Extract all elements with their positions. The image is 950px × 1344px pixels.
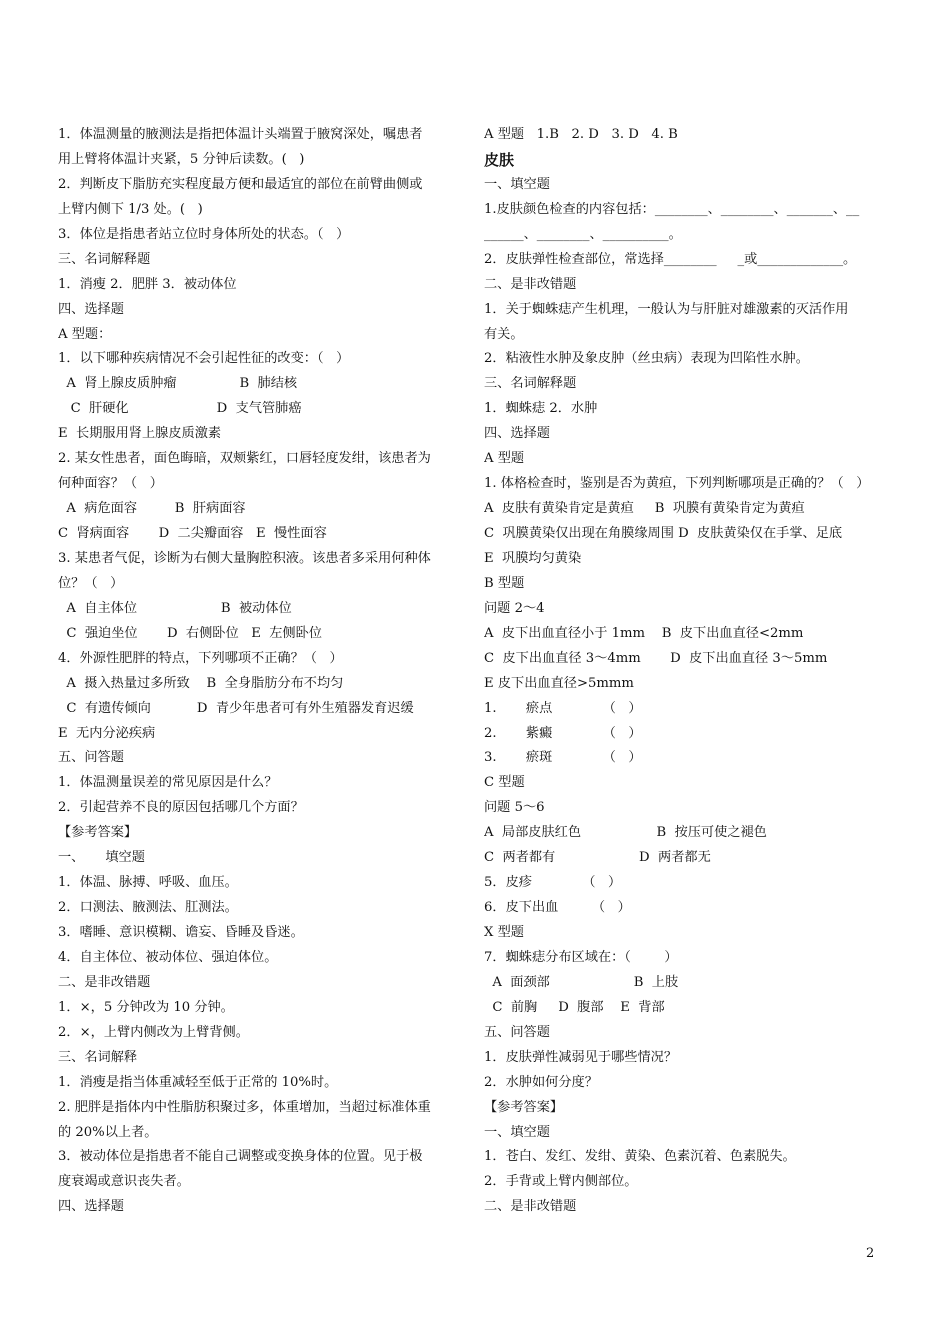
text-line: 一、填空题	[484, 176, 550, 192]
text-line: A 型题	[484, 451, 525, 467]
text-line: 3. 瘀斑 （ ）	[484, 750, 642, 766]
text-line: A 病危面容 B 肝病面容	[58, 501, 246, 517]
text-line: 1．苍白、发红、发绀、黄染、色素沉着、色素脱失。	[484, 1149, 796, 1165]
text-line: 用上臂将体温计夹紧，5 分钟后读数。( )	[58, 151, 305, 167]
text-line: 问题 2～4	[484, 600, 545, 616]
text-line: 3. 某患者气促，诊断为右侧大量胸腔积液。该患者多采用何种体	[58, 550, 431, 566]
text-line: 的 20%以上者。	[58, 1124, 158, 1140]
text-line: 一、填空题	[484, 1124, 550, 1140]
text-line: C 两者都有 D 两者都无	[484, 850, 711, 866]
text-line: 4．外源性肥胖的特点，下列哪项不正确？（ ）	[58, 650, 343, 666]
text-line: 2．×，上臂内侧改为上臂背侧。	[58, 1024, 249, 1040]
text-line: 7．蜘蛛痣分布区域在：（ ）	[484, 949, 678, 965]
text-line: C 皮下出血直径 3～4mm D 皮下出血直径 3～5mm	[484, 650, 828, 666]
text-line: ______、________、__________。	[484, 226, 682, 242]
right-column	[484, 123, 884, 1220]
text-line: E 巩膜均匀黄染	[484, 550, 582, 566]
text-line: 二、是非改错题	[58, 974, 151, 990]
text-line: 【参考答案】	[58, 825, 138, 841]
text-line: 1．消瘦是指当体重减轻至低于正常的 10%时。	[58, 1074, 338, 1090]
text-line: A 局部皮肤红色 B 按压可使之褪色	[484, 825, 767, 841]
text-line: A 面颈部 B 上肢	[484, 974, 679, 990]
text-line: 1．皮肤弹性减弱见于哪些情况？	[484, 1049, 678, 1065]
text-line: 5．皮疹 （ ）	[484, 875, 622, 891]
text-line: 2．皮肤弹性检查部位，常选择________ _或_____________。	[484, 251, 857, 267]
left-column	[58, 123, 453, 1220]
text-line: 1.皮肤颜色检查的内容包括：________、________、_______、__	[484, 201, 860, 217]
text-line: 3．体位是指患者站立位时身体所处的状态。（ ）	[58, 226, 350, 242]
text-line: E 无内分泌疾病	[58, 725, 156, 741]
text-line: 何种面容？（ ）	[58, 476, 163, 492]
text-line: X 型题	[484, 925, 524, 940]
page-number: 2	[866, 1246, 875, 1261]
text-line: 2．口测法、腋测法、肛测法。	[58, 900, 238, 916]
text-line: B 型题	[484, 575, 525, 591]
text-line: 五、问答题	[484, 1024, 550, 1040]
text-line: 6．皮下出血 （ ）	[484, 900, 631, 916]
text-line: C 型题	[484, 775, 525, 791]
text-line: A 型题：	[58, 326, 112, 342]
text-line: 一、 填空题	[58, 850, 145, 866]
text-line: 2．水肿如何分度？	[484, 1074, 598, 1090]
text-line: 2．判断皮下脂肪充实程度最方便和最适宜的部位在前臂曲侧或	[58, 176, 423, 192]
text-line: 2．粘液性水肿及象皮肿（丝虫病）表现为凹陷性水肿。	[484, 351, 809, 367]
text-line: A 皮肤有黄染肯定是黄疸 B 巩膜有黄染肯定为黄疸	[484, 501, 805, 517]
text-line: C 有遗传倾向 D 青少年患者可有外生殖器发育迟缓	[58, 700, 414, 716]
text-line: 1．×，5 分钟改为 10 分钟。	[58, 999, 234, 1015]
text-line: E 长期服用肾上腺皮质激素	[58, 426, 222, 442]
text-line: A 肾上腺皮质肿瘤 B 肺结核	[58, 376, 298, 392]
text-line: 1．以下哪种疾病情况不会引起性征的改变：（ ）	[58, 351, 350, 367]
text-line: C 前胸 D 腹部 E 背部	[484, 999, 665, 1015]
text-line: 1．体温、脉搏、呼吸、血压。	[58, 875, 238, 891]
text-line: 三、名词解释题	[58, 251, 151, 267]
text-line: 3．被动体位是指患者不能自己调整或变换身体的位置。见于极	[58, 1149, 423, 1165]
text-line: C 巩膜黄染仅出现在角膜缘周围 D 皮肤黄染仅在手掌、足底	[484, 526, 843, 541]
text-line: 四、选择题	[58, 301, 124, 317]
text-line: 问题 5～6	[484, 800, 545, 816]
text-line: 1．体温测量误差的常见原因是什么？	[58, 775, 278, 791]
text-line: C 肾病面容 D 二尖瓣面容 E 慢性面容	[58, 526, 327, 541]
text-line: A 自主体位 B 被动体位	[58, 600, 292, 616]
text-line: 1. 体格检查时，鉴别是否为黄疸，下列判断哪项是正确的？（ ）	[484, 476, 870, 492]
text-line: 三、名词解释	[58, 1049, 138, 1065]
text-line: 2．手背或上臂内侧部位。	[484, 1174, 638, 1190]
text-line: 四、选择题	[58, 1199, 124, 1215]
text-line: A 型题 1.B 2. D 3. D 4. B	[484, 127, 678, 142]
text-line: C 强迫坐位 D 右侧卧位 E 左侧卧位	[58, 625, 322, 641]
text-line: 五、问答题	[58, 750, 124, 766]
text-line: 度衰竭或意识丧失者。	[58, 1174, 190, 1190]
text-line: E 皮下出血直径>5mmm	[484, 675, 634, 691]
text-line: 2. 肥胖是指体内中性脂肪积聚过多，体重增加，当超过标准体重	[58, 1099, 431, 1115]
text-line: 2．引起营养不良的原因包括哪几个方面？	[58, 800, 304, 816]
text-line: 1. 瘀点 （ ）	[484, 700, 642, 716]
text-line: 四、选择题	[484, 426, 550, 442]
text-line: 2. 某女性患者，面色晦暗，双颊紫红，口唇轻度发绀，该患者为	[58, 451, 431, 467]
text-line: 位？（ ）	[58, 575, 124, 591]
text-line: 上臂内侧下 1/3 处。( )	[58, 201, 203, 217]
text-line: 1．蜘蛛痣 2．水肿	[484, 401, 598, 417]
text-line: 三、名词解释题	[484, 376, 577, 392]
text-line: 二、是非改错题	[484, 1199, 577, 1215]
text-line: A 摄入热量过多所致 B 全身脂肪分布不均匀	[58, 675, 344, 691]
text-line: 【参考答案】	[484, 1099, 564, 1115]
text-line: 有关。	[484, 326, 524, 342]
text-line: 1．消瘦 2．肥胖 3．被动体位	[58, 276, 237, 292]
text-line: 4．自主体位、被动体位、强迫体位。	[58, 949, 278, 965]
text-line: C 肝硬化 D 支气管肺癌	[58, 401, 302, 417]
text-line: 3．嗜睡、意识模糊、谵妄、昏睡及昏迷。	[58, 925, 304, 940]
text-line: 1．关于蜘蛛痣产生机理，一般认为与肝脏对雄激素的灭活作用	[484, 301, 849, 317]
text-line: 皮肤	[484, 150, 515, 169]
text-line: 2. 紫癜 （ ）	[484, 725, 642, 741]
text-line: A 皮下出血直径小于 1mm B 皮下出血直径<2mm	[484, 625, 804, 641]
text-line: 二、是非改错题	[484, 276, 577, 292]
text-line: 1．体温测量的腋测法是指把体温计头端置于腋窝深处，嘱患者	[58, 127, 423, 142]
